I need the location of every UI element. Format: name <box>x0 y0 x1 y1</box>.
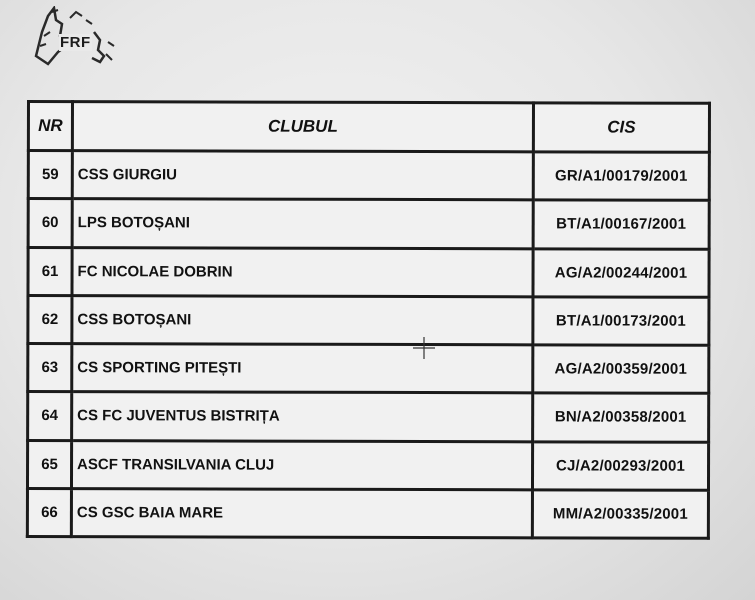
row-cis: BT/A1/00167/2001 <box>533 200 709 249</box>
table-row <box>28 151 709 201</box>
row-club: CS SPORTING PITEȘTI <box>72 344 533 393</box>
crosshair-cursor-icon <box>412 336 436 360</box>
table-row <box>28 199 709 249</box>
row-nr: 66 <box>27 488 71 536</box>
table-row <box>28 247 709 297</box>
frf-logo <box>30 6 120 68</box>
table-row <box>28 392 709 442</box>
table-row <box>27 488 708 538</box>
table-header-row <box>28 102 709 153</box>
row-club: LPS BOTOȘANI <box>72 199 533 248</box>
row-cis: CJ/A2/00293/2001 <box>532 441 708 490</box>
table-row <box>28 295 709 345</box>
table-row <box>28 344 709 394</box>
row-nr: 63 <box>28 344 72 392</box>
row-cis: AG/A2/00359/2001 <box>533 345 709 394</box>
row-nr: 62 <box>28 295 72 343</box>
row-nr: 61 <box>28 247 72 295</box>
clubs-table <box>26 100 711 540</box>
row-nr: 64 <box>28 392 72 440</box>
row-cis: AG/A2/00244/2001 <box>533 248 709 297</box>
logo-text: FRF <box>60 34 91 51</box>
row-club: CSS BOTOȘANI <box>72 295 533 344</box>
row-nr: 59 <box>28 151 72 199</box>
row-nr: 60 <box>28 199 72 247</box>
clubs-table-container <box>26 100 711 540</box>
row-club: CSS GIURGIU <box>72 151 533 200</box>
row-club: ASCF TRANSILVANIA CLUJ <box>71 440 532 489</box>
row-club: FC NICOLAE DOBRIN <box>72 247 533 296</box>
row-club: CS GSC BAIA MARE <box>71 488 532 537</box>
row-club: CS FC JUVENTUS BISTRIȚA <box>72 392 533 441</box>
row-cis: GR/A1/00179/2001 <box>533 152 709 201</box>
row-nr: 65 <box>27 440 71 488</box>
header-nr: NR <box>28 102 72 151</box>
table-row <box>27 440 708 490</box>
header-club: CLUBUL <box>72 102 533 152</box>
row-cis: BN/A2/00358/2001 <box>533 393 709 442</box>
header-cis: CIS <box>533 103 709 152</box>
row-cis: MM/A2/00335/2001 <box>532 490 708 539</box>
row-cis: BT/A1/00173/2001 <box>533 297 709 346</box>
